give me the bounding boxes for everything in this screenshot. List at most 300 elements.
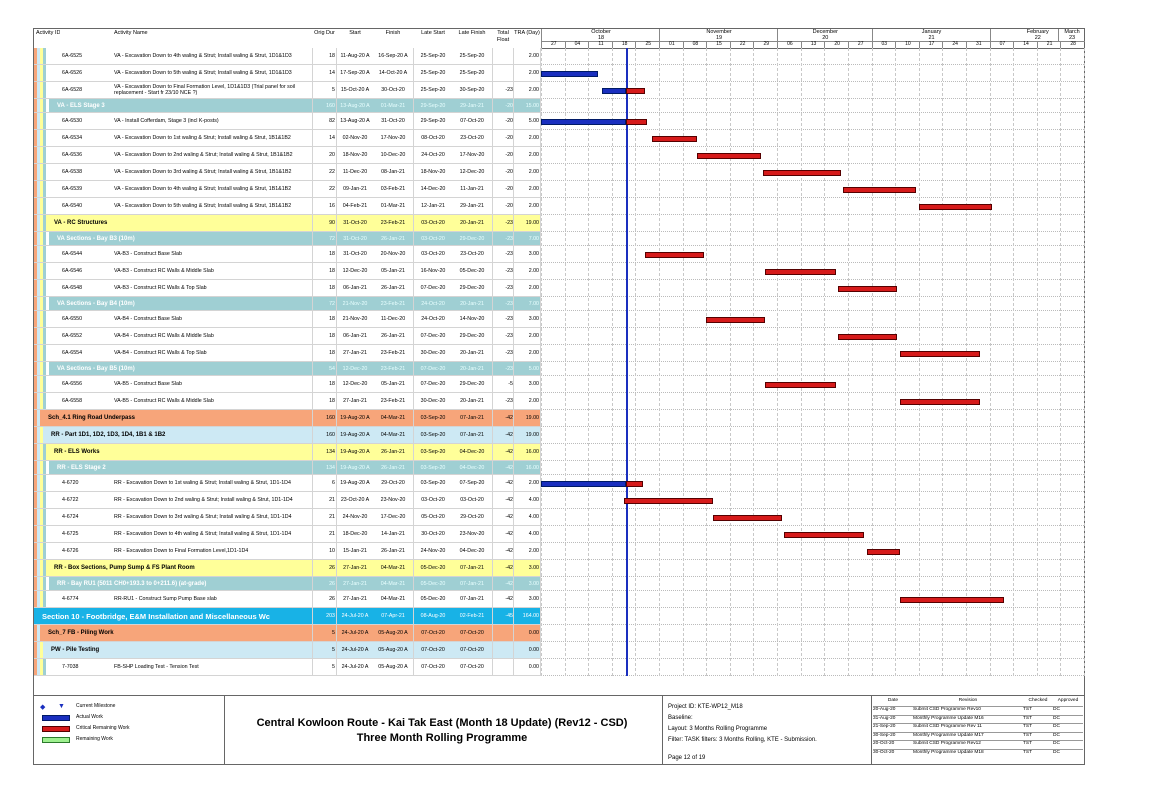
wbs-indent — [34, 263, 52, 279]
cell-id: 6A-6540 — [62, 203, 83, 209]
cell-tra: 2.00 — [528, 186, 539, 192]
column-divider — [492, 263, 493, 279]
group-row[interactable] — [34, 577, 541, 591]
cell-ls: 05-Dec-20 — [420, 565, 446, 571]
column-divider — [492, 215, 493, 231]
column-divider — [413, 297, 414, 310]
cell-id: 4-6724 — [62, 514, 79, 520]
cell-tf — [493, 625, 513, 641]
table-row[interactable] — [34, 181, 541, 198]
cell-start: 19-Aug-20 A — [340, 415, 370, 421]
column-divider — [413, 147, 414, 163]
column-divider — [513, 560, 514, 576]
hdr-total-float[interactable]: Total Float — [496, 30, 510, 43]
wbs-indent — [34, 543, 52, 559]
week-label: 13 — [801, 41, 826, 48]
hdr-finish[interactable]: Finish — [385, 30, 401, 36]
gantt-sheet — [33, 28, 1085, 765]
cell-name: VA - Excavation Down to 5th waling & Strut; Install waling & Strut, 1D1&1D3 — [114, 70, 292, 76]
column-divider — [492, 560, 493, 576]
cell-ls: 07-Dec-20 — [420, 285, 446, 291]
column-divider — [336, 393, 337, 409]
column-divider — [413, 625, 414, 641]
cell-start: 11-Dec-20 — [342, 169, 368, 175]
table-row[interactable] — [34, 263, 541, 280]
cell-name: VA - Excavation Down to 4th waling & Strut; Install waling & Strut, 1B1&1B2 — [114, 186, 292, 192]
cell-lf: 07-Jan-21 — [460, 565, 484, 571]
column-divider — [492, 345, 493, 361]
remaining-work-swatch — [42, 737, 70, 743]
cell-dur: 21 — [329, 497, 335, 503]
hdr-activity-name[interactable]: Activity Name — [114, 30, 148, 36]
gantt-row — [541, 577, 1084, 591]
group-name: RR - Part 1D1, 1D2, 1D3, 1D4, 1B1 & 1B2 — [51, 432, 166, 438]
table-row[interactable] — [34, 280, 541, 297]
column-divider — [492, 461, 493, 474]
cell-start: 21-Nov-20 — [342, 316, 368, 322]
cell-tf: -20 — [505, 135, 513, 141]
cell-tra: 2.00 — [528, 70, 539, 76]
cell-name: VA - Install Cofferdam, Stage 3 (incl K-posts) — [114, 118, 219, 124]
cell-finish: 26-Jan-21 — [381, 449, 405, 455]
table-row[interactable] — [34, 113, 541, 130]
cell-id: 4-6720 — [62, 480, 79, 486]
cell-id: 6A-6544 — [62, 251, 83, 257]
wbs-indent — [34, 130, 52, 146]
cell-tf: -23 — [505, 365, 513, 372]
column-divider — [413, 410, 414, 426]
cell-id: 6A-6558 — [62, 398, 83, 404]
table-row[interactable] — [34, 492, 541, 509]
wbs-indent — [34, 311, 52, 327]
wbs-indent — [34, 328, 52, 344]
group-row[interactable] — [34, 232, 541, 246]
cell-dur: 18 — [329, 268, 335, 274]
cell-lf: 29-Dec-20 — [459, 381, 485, 387]
cell-tra: 16.00 — [525, 464, 539, 471]
cell-tra: 3.00 — [528, 565, 539, 571]
column-divider — [513, 393, 514, 409]
cell-start: 19-Aug-20 A — [340, 449, 370, 455]
column-divider — [336, 198, 337, 214]
column-divider — [513, 427, 514, 443]
column-divider — [413, 492, 414, 508]
cell-start: 19-Aug-20 A — [340, 432, 370, 438]
cell-lf: 29-Dec-20 — [459, 285, 485, 291]
gantt-row — [541, 48, 1084, 65]
cell-tra: 19.00 — [525, 220, 539, 226]
cell-start: 31-Oct-20 — [343, 235, 367, 242]
revision-header: Checked — [1028, 698, 1048, 703]
wbs-indent — [34, 246, 52, 262]
cell-dur: 5 — [332, 647, 335, 653]
cell-finish: 01-Mar-21 — [380, 203, 406, 209]
column-divider — [492, 198, 493, 214]
table-row[interactable] — [34, 311, 541, 328]
layout: Layout: 3 Months Rolling Programme — [668, 726, 768, 732]
gantt-row — [541, 427, 1084, 444]
cell-ls: 16-Nov-20 — [420, 268, 446, 274]
cell-dur: 160 — [326, 432, 335, 438]
column-divider — [413, 82, 414, 98]
table-row[interactable] — [34, 509, 541, 526]
cell-finish: 01-Mar-21 — [380, 102, 406, 109]
column-divider — [413, 280, 414, 296]
group-name: RR - Box Sections, Pump Sump & FS Plant Room — [54, 565, 195, 571]
column-divider — [413, 48, 414, 64]
week-label: 15 — [706, 41, 731, 48]
table-row[interactable] — [34, 543, 541, 560]
column-divider — [513, 48, 514, 64]
cell-tra: 2.00 — [528, 135, 539, 141]
cell-name: VA-B4 - Construct RC Walls & Middle Slab — [114, 333, 214, 339]
group-name: Sch_4.1 Ring Road Underpass — [48, 415, 136, 421]
column-divider — [336, 543, 337, 559]
revision-cell: Submit CSD Programme Rev12 — [913, 740, 1023, 746]
cell-lf: 20-Jan-21 — [460, 300, 484, 307]
cell-id: 6A-6526 — [62, 70, 83, 76]
revision-cell: DC — [1053, 732, 1083, 738]
column-divider — [336, 461, 337, 474]
column-divider — [312, 297, 313, 310]
column-divider — [513, 181, 514, 197]
column-divider — [336, 560, 337, 576]
revision-cell: DC — [1053, 723, 1083, 729]
gantt-row — [541, 345, 1084, 362]
cell-id: 4-6726 — [62, 548, 79, 554]
column-divider — [492, 82, 493, 98]
table-row[interactable] — [34, 246, 541, 263]
table-row[interactable] — [34, 82, 541, 99]
table-row[interactable] — [34, 591, 541, 608]
column-divider — [413, 232, 414, 245]
column-divider — [513, 232, 514, 245]
cell-tf: -42 — [505, 464, 513, 471]
cell-finish: 26-Jan-21 — [381, 235, 405, 242]
revision-cell: Submit CSD Programme Rev 11 — [913, 723, 1023, 729]
cell-finish: 05-Aug-20 A — [378, 630, 408, 636]
table-row[interactable] — [34, 198, 541, 215]
column-divider — [413, 509, 414, 525]
week-gridline — [1084, 48, 1085, 676]
activity-table — [34, 48, 1084, 684]
column-divider — [336, 410, 337, 426]
project-id: Project ID: KTE-WP12_M18 — [668, 704, 743, 710]
cell-tra: 2.00 — [528, 152, 539, 158]
revision-table — [871, 698, 1083, 758]
cell-tf: -42 — [505, 596, 513, 602]
month-number: 22 — [1034, 35, 1041, 41]
cell-start: 12-Dec-20 — [342, 381, 368, 387]
cell-finish: 29-Oct-20 — [381, 480, 405, 486]
cell-lf: 20-Jan-21 — [460, 350, 484, 356]
cell-lf: 03-Oct-20 — [460, 497, 484, 503]
column-divider — [513, 659, 514, 675]
column-divider — [312, 232, 313, 245]
cell-tra: 0.00 — [528, 647, 539, 653]
revision-cell: TST — [1023, 723, 1053, 729]
week-label: 07 — [990, 41, 1015, 48]
cell-tra: 7.00 — [528, 300, 539, 307]
footer — [34, 695, 1084, 765]
cell-dur: 5 — [332, 664, 335, 670]
cell-dur: 160 — [326, 415, 335, 421]
column-header — [34, 29, 1084, 49]
cell-dur: 21 — [329, 531, 335, 537]
column-divider — [492, 625, 493, 641]
column-divider — [492, 591, 493, 607]
gantt-row — [541, 560, 1084, 577]
cell-tra: 19.00 — [525, 415, 539, 421]
cell-finish: 03-Feb-21 — [380, 186, 406, 192]
cell-ls: 03-Oct-20 — [421, 251, 445, 257]
hdr-late-start[interactable]: Late Start — [421, 30, 445, 36]
column-divider — [492, 311, 493, 327]
gantt-row — [541, 297, 1084, 311]
column-divider — [312, 608, 313, 624]
wbs-indent — [34, 82, 52, 98]
cell-dur: 18 — [329, 316, 335, 322]
column-divider — [513, 376, 514, 392]
group-row[interactable] — [34, 560, 541, 577]
cell-finish: 23-Feb-21 — [380, 398, 406, 404]
table-row[interactable] — [34, 475, 541, 492]
hdr-late-finish[interactable]: Late Finish — [458, 30, 486, 36]
column-divider — [492, 181, 493, 197]
gantt-row — [541, 376, 1084, 393]
cell-lf: 02-Feb-21 — [459, 613, 485, 619]
cell-lf: 25-Sep-20 — [459, 53, 485, 59]
hdr-orig-dur[interactable]: Orig Dur — [314, 30, 335, 36]
cell-id: 6A-6534 — [62, 135, 83, 141]
column-divider — [413, 164, 414, 180]
cell-id: 6A-6525 — [62, 53, 83, 59]
column-divider — [312, 376, 313, 392]
cell-lf: 07-Jan-21 — [460, 580, 484, 587]
column-divider — [492, 376, 493, 392]
wbs-indent — [34, 591, 52, 607]
group-row[interactable] — [34, 642, 541, 659]
week-label: 06 — [777, 41, 802, 48]
cell-start: 31-Oct-20 — [343, 251, 367, 257]
column-divider — [336, 475, 337, 491]
cell-finish: 05-Aug-20 A — [378, 664, 408, 670]
group-row[interactable] — [34, 297, 541, 311]
cell-start: 15-Oct-20 A — [340, 87, 370, 93]
month-number: 20 — [822, 35, 829, 41]
cell-id: 6A-6530 — [62, 118, 83, 124]
gantt-row — [541, 608, 1084, 625]
column-divider — [513, 625, 514, 641]
cell-ls: 07-Dec-20 — [420, 333, 446, 339]
cell-start: 18-Dec-20 — [342, 531, 368, 537]
column-divider — [513, 65, 514, 81]
column-divider — [513, 509, 514, 525]
table-row[interactable] — [34, 659, 541, 676]
cell-lf: 29-Jan-21 — [460, 203, 484, 209]
revision-cell: TST — [1023, 715, 1053, 721]
cell-tra: 2.00 — [528, 350, 539, 356]
column-divider — [336, 509, 337, 525]
column-divider — [492, 608, 493, 624]
column-divider — [336, 82, 337, 98]
report-title: Central Kowloon Route - Kai Tak East (Month 18 Update) (Rev12 - CSD) — [256, 717, 628, 729]
cell-name: RR - Excavation Down to 3rd waling & Strut; Install waling & Strut, 1D1-1D4 — [114, 514, 292, 520]
cell-lf: 07-Jan-21 — [460, 596, 484, 602]
wbs-indent — [34, 198, 52, 214]
column-divider — [312, 393, 313, 409]
legend-critical: Critical Remaining Work — [76, 725, 130, 731]
cell-tf: -42 — [505, 514, 513, 520]
group-row[interactable] — [34, 427, 541, 444]
cell-id: 6A-6538 — [62, 169, 83, 175]
cell-name: RR - Excavation Down to Final Formation Level,1D1-1D4 — [114, 548, 249, 554]
column-divider — [513, 147, 514, 163]
week-label: 28 — [1060, 41, 1085, 48]
cell-tf: -42 — [505, 449, 513, 455]
gantt-row — [541, 543, 1084, 560]
group-row[interactable] — [34, 99, 541, 113]
cell-lf: 04-Dec-20 — [459, 464, 485, 471]
cell-ls: 24-Oct-20 — [421, 316, 445, 322]
cell-tf: -45 — [505, 613, 513, 619]
column-divider — [413, 591, 414, 607]
column-divider — [513, 246, 514, 262]
cell-lf: 07-Jan-21 — [460, 415, 484, 421]
column-divider — [413, 345, 414, 361]
column-divider — [336, 625, 337, 641]
table-row[interactable] — [34, 130, 541, 147]
cell-finish: 05-Aug-20 A — [378, 647, 408, 653]
hdr-activity-id[interactable]: Activity ID — [36, 30, 61, 36]
gantt-row — [541, 642, 1084, 659]
table-row[interactable] — [34, 65, 541, 82]
cell-lf: 20-Jan-21 — [460, 398, 484, 404]
column-divider — [413, 65, 414, 81]
cell-tra: 7.00 — [528, 235, 539, 242]
column-divider — [513, 130, 514, 146]
week-label: 24 — [942, 41, 967, 48]
column-divider — [513, 492, 514, 508]
cell-finish: 04-Mar-21 — [380, 432, 406, 438]
gantt-row — [541, 492, 1084, 509]
column-divider — [312, 198, 313, 214]
column-divider — [312, 65, 313, 81]
cell-finish: 26-Jan-21 — [381, 285, 405, 291]
column-divider — [312, 246, 313, 262]
column-divider — [312, 328, 313, 344]
month-name: January — [921, 29, 942, 35]
cell-finish: 26-Jan-21 — [381, 464, 405, 471]
column-divider — [492, 113, 493, 129]
cell-name: VA - Excavation Down to 5th waling & Strut; Install waling & Strut, 1B1&1B2 — [114, 203, 292, 209]
cell-tra: 2.00 — [528, 169, 539, 175]
group-row[interactable] — [34, 410, 541, 427]
cell-id: 6A-6546 — [62, 268, 83, 274]
column-divider — [312, 147, 313, 163]
cell-start: 06-Jan-21 — [343, 285, 367, 291]
table-row[interactable] — [34, 48, 541, 65]
group-row[interactable] — [34, 608, 541, 625]
cell-lf: 23-Oct-20 — [460, 135, 484, 141]
group-row[interactable] — [34, 444, 541, 461]
week-label: 29 — [753, 41, 778, 48]
column-divider — [336, 427, 337, 443]
column-divider — [492, 280, 493, 296]
table-row[interactable] — [34, 526, 541, 543]
column-divider — [312, 461, 313, 474]
cell-tf: -20 — [505, 203, 513, 209]
cell-tf: -23 — [505, 251, 513, 257]
column-divider — [492, 65, 493, 81]
table-row[interactable] — [34, 345, 541, 362]
cell-ls: 25-Sep-20 — [420, 70, 446, 76]
revision-cell: Monthly Programme Update M17 — [913, 732, 1023, 738]
group-row[interactable] — [34, 461, 541, 475]
cell-finish: 17-Dec-20 — [380, 514, 406, 520]
cell-finish: 04-Mar-21 — [380, 580, 406, 587]
hdr-start[interactable]: Start — [349, 30, 361, 36]
table-row[interactable] — [34, 147, 541, 164]
column-divider — [513, 475, 514, 491]
cell-tra: 2.00 — [528, 285, 539, 291]
revision-header: Date — [887, 698, 899, 703]
group-row[interactable] — [34, 215, 541, 232]
column-divider — [413, 113, 414, 129]
column-divider — [336, 130, 337, 146]
week-label: 11 — [588, 41, 613, 48]
cell-lf: 29-Dec-20 — [459, 235, 485, 242]
cell-tf: -20 — [505, 152, 513, 158]
hdr-tra[interactable]: TRA (Day) — [514, 30, 540, 36]
cell-tra: 2.00 — [528, 87, 539, 93]
cell-start: 13-Aug-20 A — [340, 118, 370, 124]
cell-tra: 0.00 — [528, 664, 539, 670]
timeline-header — [541, 29, 1084, 48]
column-divider — [336, 328, 337, 344]
month-number: 19 — [715, 35, 723, 41]
cell-finish: 23-Feb-21 — [380, 350, 406, 356]
column-divider — [413, 461, 414, 474]
table-row[interactable] — [34, 393, 541, 410]
column-divider — [336, 99, 337, 112]
cell-tra: 3.00 — [528, 316, 539, 322]
table-row[interactable] — [34, 164, 541, 181]
column-divider — [312, 492, 313, 508]
cell-ls: 08-Aug-20 — [420, 613, 446, 619]
cell-start: 27-Jan-21 — [343, 398, 367, 404]
cell-finish: 14-Jan-21 — [381, 531, 405, 537]
cell-name: VA - Excavation Down to 1st waling & Strut; Install waling & Strut, 1B1&1B2 — [114, 135, 291, 141]
cell-ls: 05-Dec-20 — [420, 580, 446, 587]
group-row[interactable] — [34, 362, 541, 376]
column-divider — [312, 362, 313, 375]
column-divider — [413, 393, 414, 409]
report-subtitle: Three Month Rolling Programme — [356, 732, 528, 744]
cell-dur: 18 — [329, 333, 335, 339]
cell-tra: 5.00 — [528, 118, 539, 124]
group-row[interactable] — [34, 625, 541, 642]
cell-id: 6A-6528 — [62, 87, 83, 93]
column-divider — [513, 444, 514, 460]
table-row[interactable] — [34, 328, 541, 345]
cell-ls: 05-Dec-20 — [420, 596, 446, 602]
column-divider — [513, 608, 514, 624]
cell-finish: 26-Jan-21 — [381, 548, 405, 554]
table-row[interactable] — [34, 376, 541, 393]
cell-dur: 26 — [329, 596, 335, 602]
column-divider — [312, 345, 313, 361]
